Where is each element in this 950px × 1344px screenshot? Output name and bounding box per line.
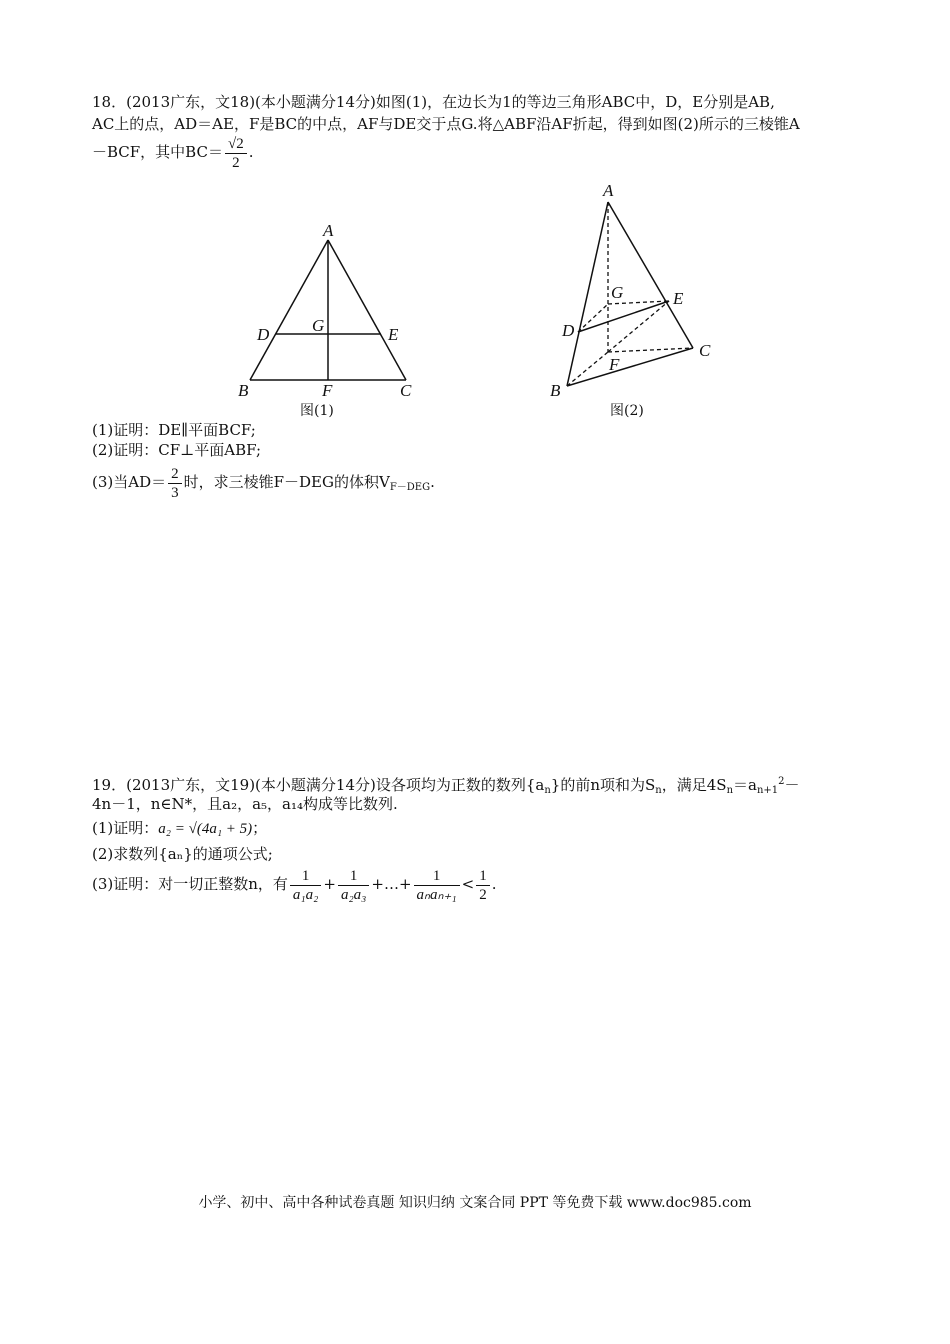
q18-part1: (1)证明：DE∥平面BCF; bbox=[92, 421, 256, 439]
fig2-edge-bc bbox=[567, 348, 693, 386]
less-than: < bbox=[461, 875, 475, 893]
q19-line1-mid: }的前n项和为S bbox=[550, 776, 656, 794]
plus-dots: +…+ bbox=[371, 875, 412, 893]
q18-part3-end: . bbox=[430, 473, 435, 491]
q19-line2: 4n－1，n∈N*，且a₂，a₅，a₁₄构成等比数列. bbox=[92, 795, 398, 813]
fig2-label-f: F bbox=[609, 355, 620, 374]
q19-part1 bbox=[92, 818, 267, 839]
q19-line1-mid2: ，满足4S bbox=[661, 776, 727, 794]
fig2-label-e: E bbox=[673, 289, 684, 308]
q19-line1-text: 19．(2013广东，文19)(本小题满分14分)设各项均为正数的数列{a bbox=[92, 776, 545, 794]
q18-line3-text: －BCF，其中BC＝ bbox=[92, 143, 223, 161]
q19-part1-end: ； bbox=[252, 819, 268, 837]
q18-part3-text2: 时，求三棱锥F－DEG的体积V bbox=[183, 473, 390, 491]
sum-term-n-num: 1 bbox=[414, 867, 460, 886]
q19-sub-n3: n bbox=[726, 785, 734, 796]
fig2-edge-ac bbox=[608, 202, 693, 348]
fig2-label-a: A bbox=[603, 181, 614, 200]
q18-part2: (2)证明：CF⊥平面ABF; bbox=[92, 441, 262, 459]
fig2-caption: 图(2) bbox=[610, 403, 644, 419]
bc-fraction-den: 2 bbox=[232, 154, 240, 171]
fig2-label-g: G bbox=[611, 283, 624, 302]
ad-fraction-den: 3 bbox=[171, 484, 179, 501]
fig1-caption: 图(1) bbox=[300, 403, 334, 419]
q19-part3-end: . bbox=[491, 875, 497, 893]
q19-part1-formula: a₂ = √(4a₁ + 5) bbox=[158, 821, 253, 837]
rhs-fraction-den: 2 bbox=[479, 886, 487, 903]
rhs-fraction bbox=[476, 867, 490, 904]
q19-sub-n4: n+1 bbox=[756, 785, 779, 796]
fig1-label-b: B bbox=[238, 381, 249, 400]
q18-line3-end: . bbox=[248, 143, 254, 161]
q18-line2: AC上的点，AD＝AE，F是BC的中点，AF与DE交于点G.将△ABF沿AF折起，得到如图(2)所示的三棱锥A bbox=[92, 115, 800, 133]
q19-line1-mid3: ＝a bbox=[733, 776, 757, 794]
fig2-edge-de bbox=[578, 301, 669, 332]
bc-fraction-num: √2 bbox=[225, 135, 247, 154]
fig1-label-c: C bbox=[400, 381, 412, 400]
fig2-label-d: D bbox=[562, 321, 575, 340]
fig1-side-ab bbox=[250, 240, 328, 380]
bc-fraction bbox=[225, 135, 247, 172]
fig2-edge-ab bbox=[567, 202, 608, 386]
q19-sub-n1: n bbox=[544, 785, 551, 796]
rhs-fraction-num: 1 bbox=[476, 867, 490, 886]
volume-subscript: F－DEG bbox=[389, 482, 431, 493]
q18-line3 bbox=[92, 132, 253, 172]
sum-term-2-den: a₂a₃ bbox=[340, 886, 367, 903]
fig1-label-f: F bbox=[322, 381, 333, 400]
sum-term-2 bbox=[338, 867, 369, 904]
fig2-label-b: B bbox=[550, 381, 561, 400]
q19-line1-end: － bbox=[784, 776, 800, 794]
sum-term-2-num: 1 bbox=[338, 867, 369, 886]
q18-part3-text: (3)当AD＝ bbox=[92, 473, 167, 491]
footer: 小学、初中、高中各种试卷真题 知识归纳 文案合同 PPT 等免费下载 www.doc985.com bbox=[198, 1195, 752, 1211]
q19-part3 bbox=[92, 862, 496, 906]
fig2-label-c: C bbox=[699, 341, 711, 360]
sum-term-1 bbox=[290, 867, 321, 904]
fig1-label-g: G bbox=[312, 316, 325, 335]
q18-line1: 18．(2013广东，文18)(本小题满分14分)如图(1)，在边长为1的等边三角形ABC中，D，E分别是AB, bbox=[92, 93, 775, 111]
fig1-label-e: E bbox=[388, 325, 399, 344]
q19-part1-text: (1)证明： bbox=[92, 819, 159, 837]
sum-term-n-den: aₙaₙ₊₁ bbox=[416, 886, 457, 903]
figure-2 bbox=[545, 180, 725, 405]
fig1-label-d: D bbox=[257, 325, 270, 344]
figure-1 bbox=[230, 218, 430, 403]
q19-part2: (2)求数列{aₙ}的通项公式; bbox=[92, 845, 273, 863]
sum-term-1-num: 1 bbox=[290, 867, 321, 886]
fig2-edge-fe bbox=[608, 301, 669, 352]
fig1-side-ac bbox=[328, 240, 406, 380]
fig1-label-a: A bbox=[323, 221, 334, 240]
q19-sub-n2: n bbox=[655, 785, 662, 796]
ad-fraction bbox=[168, 465, 182, 502]
plus-1: + bbox=[323, 875, 336, 893]
q19-sup-2: 2 bbox=[778, 776, 785, 787]
sum-term-n bbox=[414, 867, 460, 904]
sum-term-1-den: a₁a₂ bbox=[292, 886, 319, 903]
q18-part3 bbox=[92, 462, 435, 508]
q19-part3-text: (3)证明：对一切正整数n，有 bbox=[92, 875, 288, 893]
ad-fraction-num: 2 bbox=[168, 465, 182, 484]
